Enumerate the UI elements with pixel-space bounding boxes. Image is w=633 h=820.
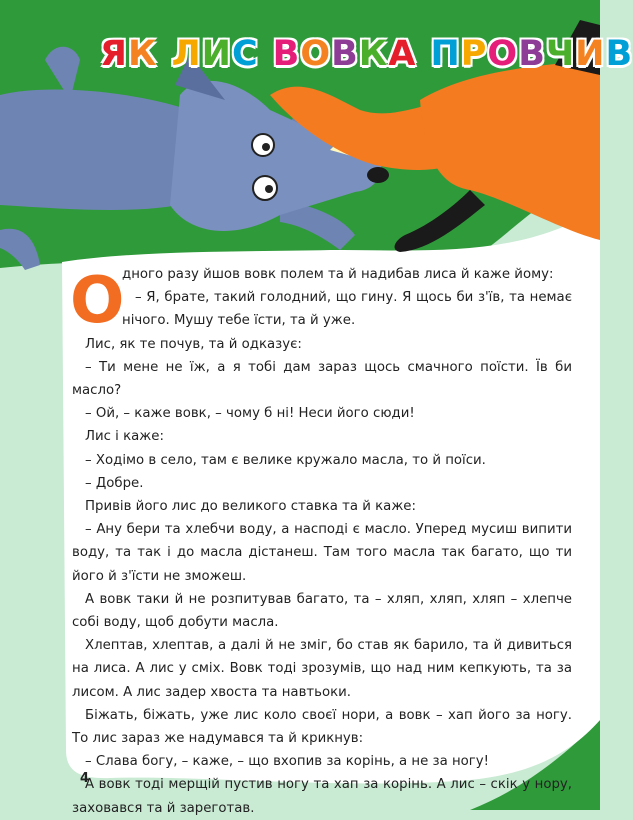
paragraph-1-line-1: дного разу йшов вовк полем та й надибав лиса й каже йому: xyxy=(122,267,554,282)
title-letter: В xyxy=(272,34,301,74)
paragraph-10: А вовк таки й не розпитував багато, та – хляп, хляп, хляп – хлепче собі воду, щоб добути масла. xyxy=(72,591,572,631)
wolf-paw-bottom xyxy=(0,229,40,270)
page-number: 4 xyxy=(80,771,90,786)
story-text xyxy=(72,263,572,820)
title-letter: А xyxy=(388,34,417,74)
title-letter: И xyxy=(575,34,606,74)
title-letter: Я xyxy=(100,34,128,74)
paragraph-14: А вовк тоді мерщій пустив ногу та хап за корінь. А лис – скік у нору, заховався та й зареготав. xyxy=(72,777,572,816)
paragraph-13: – Слава богу, – каже, – що вхопив за корінь, а не за ногу! xyxy=(85,754,489,770)
title-word-2 xyxy=(172,34,259,74)
title-letter: Ч xyxy=(545,34,576,74)
paragraph-8: Привів його лис до великого ставка та й каже: xyxy=(85,499,416,515)
title-letter: Р xyxy=(460,34,488,74)
title-letter: Л xyxy=(171,34,202,74)
fox-leg-dark xyxy=(395,190,485,252)
wolf-head xyxy=(170,81,381,231)
story-title xyxy=(100,34,633,74)
paragraph-5: Лис і каже: xyxy=(85,429,164,445)
wolf-eye-lower xyxy=(253,176,277,200)
drop-cap: О xyxy=(70,264,125,338)
title-letter: П xyxy=(430,34,461,74)
title-letter: К xyxy=(127,34,158,74)
title-word-1 xyxy=(100,34,158,74)
title-letter: С xyxy=(231,34,259,74)
paragraph-1-line-2: – Я, брате, такий голодний, що гину. Я щось би з'їв, та немає нічого. Мушу тебе їсти, та й уже. xyxy=(122,290,572,329)
paragraph-9: – Ану бери та хлебчи воду, а насподі є масло. Уперед мусиш випити воду, та так і до масла дістанеш. Там того масла так багато, що ти його й з'їсти не зможеш. xyxy=(72,522,572,584)
paragraph-7: – Добре. xyxy=(85,475,144,491)
paragraph-2: Лис, як те почув, та й одказує: xyxy=(85,336,302,352)
wolf-body xyxy=(0,90,200,210)
title-letter: К xyxy=(358,34,389,74)
paragraph-11: Хлептав, хлептав, а далі й не зміг, бо став як барило, та й дивиться на лиса. А лис у сміх. Вовк тоді зрозумів, що над ним кепкують, та за лисом. А лис задер хвоста та навтьоки. xyxy=(72,638,572,700)
paragraph-4: – Ой, – каже вовк, – чому б ні! Неси його сюди! xyxy=(85,406,415,422)
title-letter: В xyxy=(518,34,546,74)
paragraph-3: – Ти мене не їж, а я тобі дам зараз щось смачного поїсти. Їв би масло? xyxy=(72,359,572,399)
paragraph-6: – Ходімо в село, там є велике кружало масла, то й поїси. xyxy=(85,452,486,468)
title-letter: И xyxy=(201,34,232,74)
title-letter: В xyxy=(331,34,359,74)
wolf-nose xyxy=(367,167,389,183)
title-letter: О xyxy=(300,34,332,74)
paragraph-12: Біжать, біжать, уже лис коло своєї нори, а вовк – хап його за ногу. То лис зараз же надумався та й крикнув: xyxy=(72,707,572,747)
title-letter: О xyxy=(487,34,519,74)
title-word-4 xyxy=(430,34,633,74)
title-letter: В xyxy=(605,34,633,74)
title-word-3 xyxy=(273,34,417,74)
